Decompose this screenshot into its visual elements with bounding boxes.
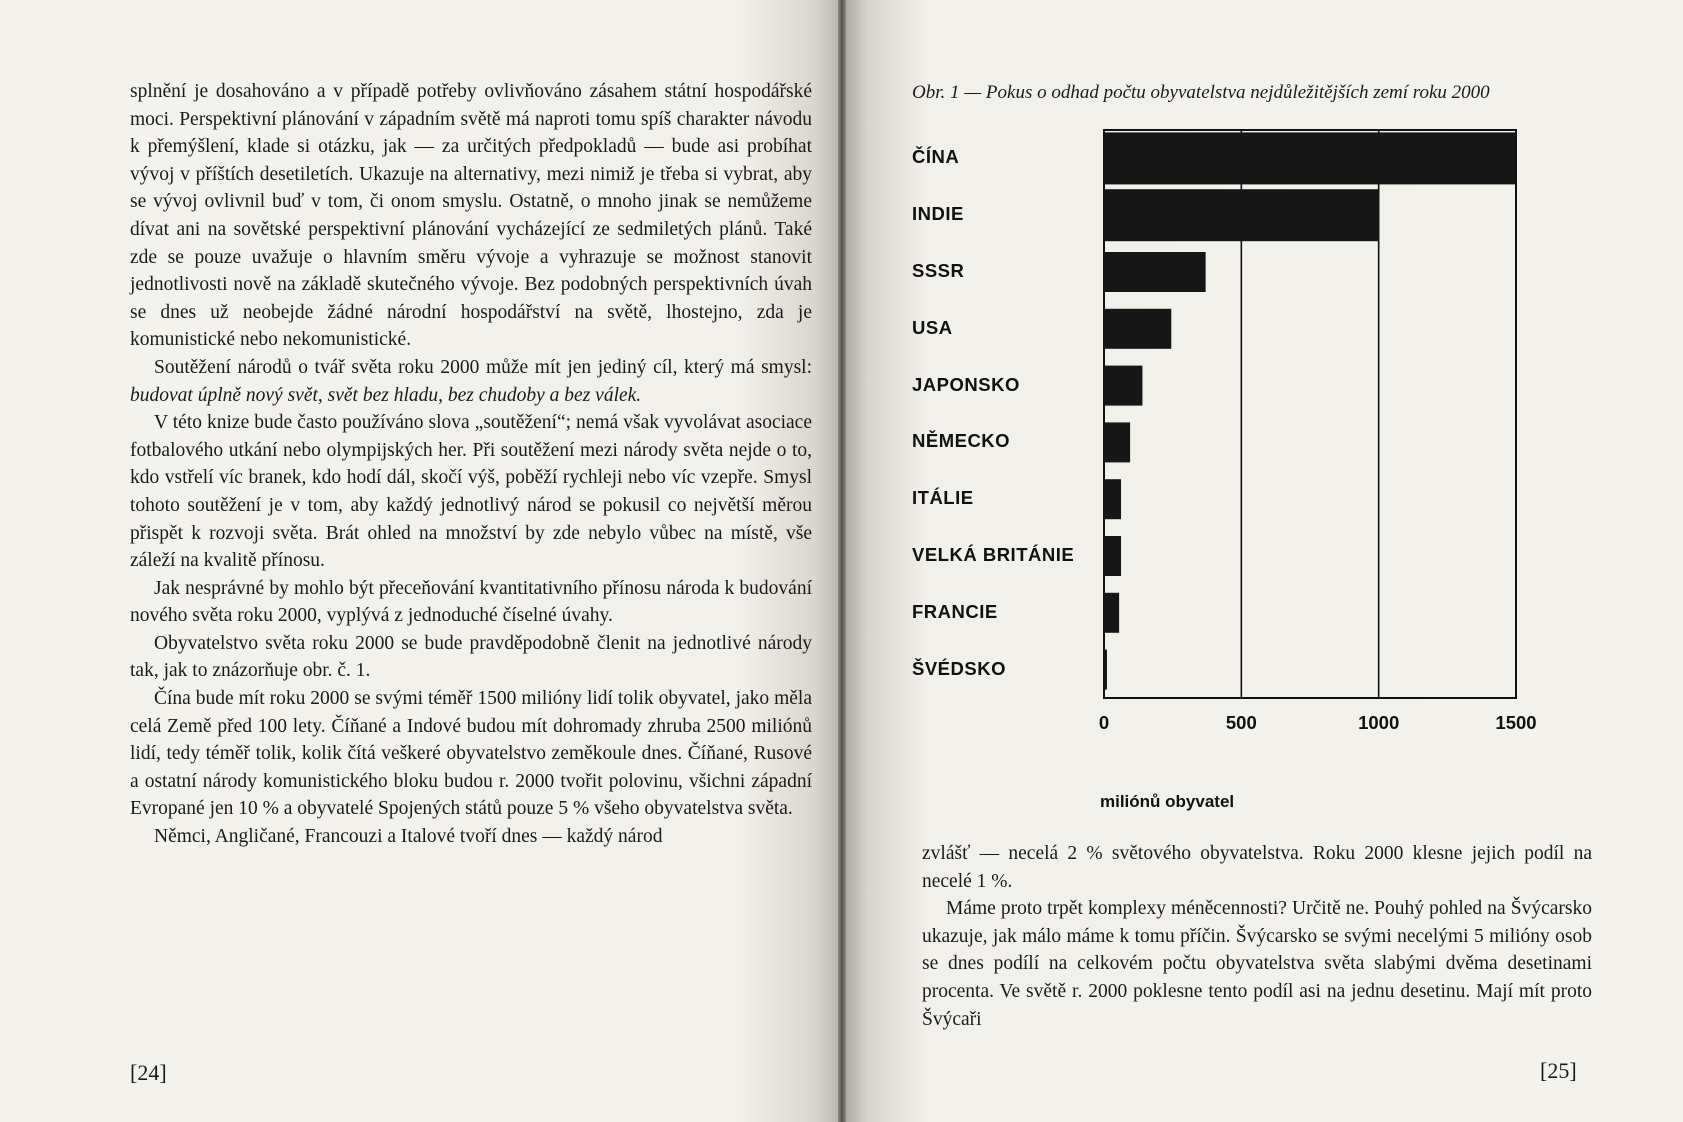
paragraph: V této knize bude často používáno slova „soutěžení“; nemá však vyvolávat asociace fotbalového utkání nebo olympijských her. Při soutěžení mezi národy světa nejde o to, kdo vstřelí víc branek, kdo hodí dál, skočí výš, poběží rychleji nebo víc vzepře. Smysl tohoto soutěžení je v tom, aby každý jednotlivý národ se pokusil co největší měrou přispět k rozvoji světa. Brát ohled na množství by zde nebylo vůbec na místě, vše záleží na kvalitě přínosu.: [130, 412, 812, 572]
category-label: SSSR: [912, 260, 965, 281]
population-bar-chart: [912, 120, 1612, 840]
paragraph: Jak nesprávné by mohlo být přeceňování kvantitativního přínosu národa k budování nového světa roku 2000, vyplývá z jednoduché číselné úvahy.: [130, 577, 812, 627]
category-label: USA: [912, 316, 953, 338]
paragraph: Němci, Angličané, Francouzi a Italové tvoří dnes — každý národ: [154, 826, 663, 848]
bar: [1104, 309, 1171, 349]
right-text-column: [922, 840, 1592, 1033]
paragraph: Máme proto trpět komplexy méněcennosti? Určitě ne. Pouhý pohled na Švýcarsko ukazuje, jak málo máme k tomu příčin. Švýcarsko se svými necelými 5 milióny osob se dnes podílí na celkovém počtu obyvatelstva světa slabými dvěma desetinami procenta. Ve světě r. 2000 poklesne tento podíl asi na jednu desetinu. Mají mít proto Švýcaři: [922, 898, 1592, 1030]
x-tick-label: 500: [1225, 712, 1257, 733]
category-label: VELKÁ BRITÁNIE: [912, 544, 1075, 565]
x-axis-label: miliónů obyvatel: [1100, 792, 1235, 811]
category-label: ČÍNA: [912, 146, 960, 168]
paragraph: zvlášť — necelá 2 % světového obyvatelstva. Roku 2000 klesne jejich podíl na necelé 1 %.: [922, 843, 1592, 892]
paragraph-goal: [130, 354, 812, 409]
goal-sentence-emphasis: budovat úplně nový svět, svět bez hladu, bez chudoby a bez válek.: [130, 384, 642, 406]
category-label: ŠVÉDSKO: [912, 657, 1006, 679]
paragraph: splnění je dosahováno a v případě potřeby ovlivňováno zásahem státní hospodářské moci. Perspektivní plánování v západním světě má naproti tomu spíš charakter návodu k přemýšlení, klade si otázku, jak — za určitých předpokladů — bude asi probíhat vývoj v příštích desetiletích. Ukazuje na alternativy, mezi nimiž je třeba si vybrat, aby se vývoj ovlivnil buď v tom, či onom smyslu. Ostatně, o mnoho jinak se nemůžeme dívat ani na sovětské perspektivní plánování vycházející ze sedmiletých plánů. Také zde se pouze uvažuje o hlavním směru vývoje a vyhrazuje se možnost stanovit jednotlivosti nově na základě skutečného vývoje. Bez podobných perspektivních úvah se dnes už neobejde žádné národní hospodářství na světě, lhostejno, zda je komunistické nebo nekomunistické.: [130, 81, 812, 351]
x-tick-label: 1500: [1495, 712, 1537, 733]
book-gutter: [838, 0, 846, 1122]
goal-sentence: Soutěžení národů o tvář světa roku 2000 může mít jen jediný cíl, který má smysl:: [154, 356, 812, 378]
x-tick-label: 1000: [1358, 712, 1400, 733]
category-label: INDIE: [912, 203, 964, 225]
paragraph: Obyvatelstvo světa roku 2000 se bude pravděpodobně členit na jednotlivé národy tak, jak to znázorňuje obr. č. 1.: [130, 632, 812, 682]
page-number-left: [24]: [130, 1060, 167, 1085]
x-tick-label: 0: [1098, 712, 1110, 733]
category-label: FRANCIE: [912, 600, 998, 622]
category-label: JAPONSKO: [912, 373, 1020, 395]
page-number-right: [25]: [1540, 1058, 1577, 1083]
bar: [1104, 132, 1516, 184]
paragraph: Čína bude mít roku 2000 se svými téměř 1500 milióny lidí tolik obyvatel, jako měla celá Země před 100 lety. Číňané a Indové budou mít dohromady zhruba 2500 miliónů lidí, tedy téměř tolik, kolik čítá veškeré obyvatelstvo zeměkoule dnes. Číňané, Rusové a ostatní národy komunistického bloku budou r. 2000 tvořit polovinu, všichni západní Evropané jen 10 % a obyvatelé Spojených států pouze 5 % všeho obyvatelstva světa.: [130, 688, 812, 820]
bar: [1104, 252, 1206, 292]
category-label: NĚMECKO: [912, 430, 1011, 452]
figure-caption: Obr. 1 — Pokus o odhad počtu obyvatelstva nejdůležitějších zemí roku 2000: [912, 82, 1490, 103]
left-text-column: [130, 78, 812, 851]
category-label: ITÁLIE: [912, 487, 974, 509]
bar: [1104, 189, 1379, 241]
